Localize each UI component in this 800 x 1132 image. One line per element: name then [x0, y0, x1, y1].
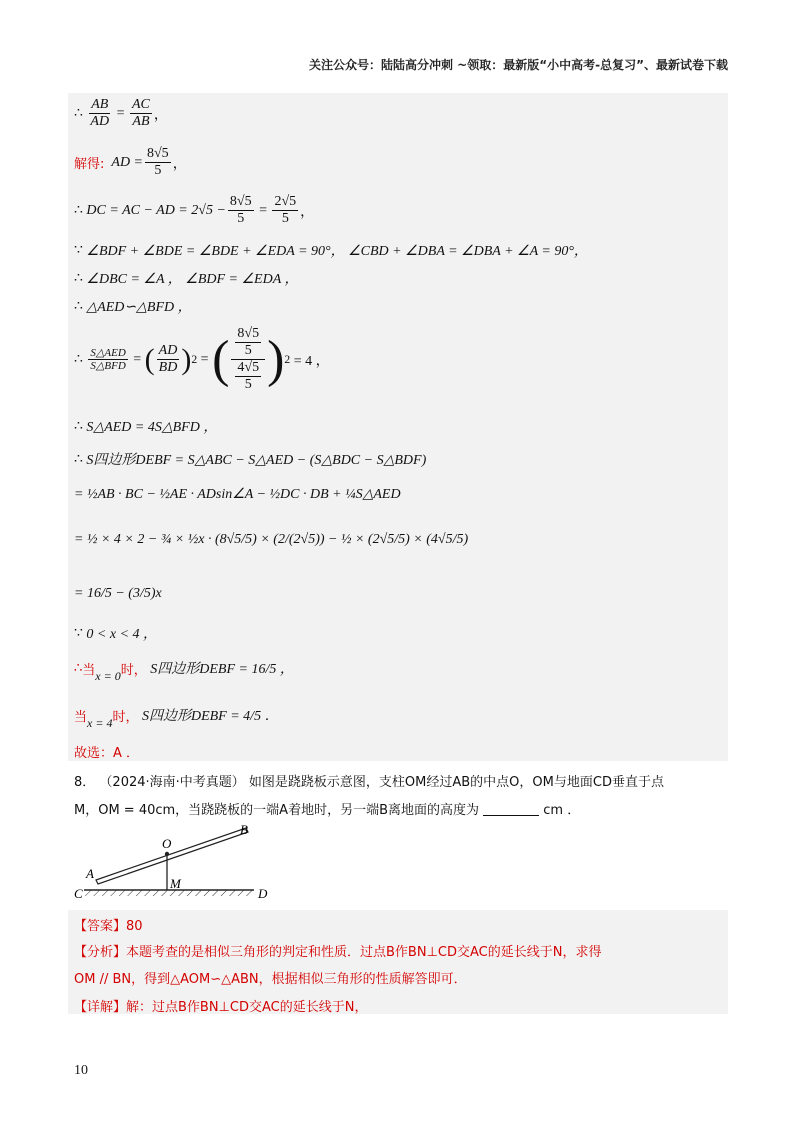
question-text-1: 如图是跷跷板示意图，支柱OM经过AB的中点O，OM与地面CD垂直于点: [248, 775, 664, 790]
solution-line-numeric: = ½ × 4 × 2 − ¾ × ½x · (8√5/5) × (2/(2√5)) − ½ × (2√5/5) × (4√5/5): [74, 532, 469, 547]
label-m: M: [170, 876, 181, 891]
solution-line-angle-eq: ∴ ∠DBC = ∠A ， ∠BDF = ∠EDA ，: [74, 270, 299, 287]
solution-choose: 故选：A ．: [74, 746, 140, 761]
solution-line-ad: 解得: AD = $\frac{8√5}{5}$ ，: [74, 146, 187, 179]
solution-line-s-aed: ∴ S△AED = 4S△BFD ，: [74, 418, 218, 435]
ground-hatch: [84, 890, 254, 896]
question-8: [74, 769, 734, 825]
solution-line-similar: ∴ △AED∽△BFD ，: [74, 298, 192, 315]
question-unit: cm ．: [543, 803, 581, 818]
solution-line-case1: ∴ 当 x = 0 时， S四边形DEBF = 16/5 ，: [74, 660, 294, 683]
question-text-2: M，OM = 40cm，当跷跷板的一端A着地时，另一端B离地面的高度为: [74, 803, 479, 818]
answer-blank: [483, 801, 539, 816]
solution-line-angles: ∵ ∠BDF + ∠BDE = ∠BDE + ∠EDA = 90°， ∠CBD + ∠DBA = ∠DBA + ∠A = 90°，: [74, 242, 588, 259]
therefore-symbol: ∴: [74, 106, 83, 122]
solution-line-range: ∵ 0 < x < 4 ，: [74, 625, 158, 642]
solution-line-ratio: ∴ $\frac{AB}{AD}$ = $\frac{AC}{AB}$ ，: [74, 97, 168, 130]
detail-line: 【详解】解：过点B作BN⊥CD交AC的延长线于N，: [74, 1000, 368, 1015]
label-a: A: [86, 866, 94, 881]
point-o: [165, 852, 169, 856]
page-number: 10: [74, 1063, 88, 1078]
answer-value: 80: [126, 919, 143, 934]
page-header: 关注公众号：陆陆高分冲刺 ~领取：最新版“小中高考-总复习”、最新试卷下载: [309, 58, 728, 72]
solution-line-case2: 当 x = 4 时， S四边形DEBF = 4/5 ．: [74, 709, 279, 730]
analysis-line-1: 【分析】本题考查的是相似三角形的判定和性质．过点B作BN⊥CD交AC的延长线于N，求得: [74, 945, 602, 960]
answer-line: 【答案】80: [74, 919, 143, 934]
label-o: O: [162, 836, 172, 851]
solution-line-expand: = ½AB · BC − ½AE · ADsin∠A − ½DC · DB + ¼S△AED: [74, 487, 401, 502]
solve-label: 解得:: [74, 157, 105, 173]
solution-line-result: = 16/5 − (3/5)x: [74, 586, 162, 601]
solution-line-dc: ∴ DC = AC − AD = 2√5 − $\frac{8√5}{5}$ = $\frac{2√5}{5}$ ，: [74, 194, 315, 227]
label-b: B: [240, 822, 248, 837]
solution-line-s-quad: ∴ S四边形DEBF = S△ABC − S△AED − (S△BDC − S△BDF): [74, 451, 427, 468]
seesaw-diagram: [74, 822, 284, 910]
solution-line-area-ratio: ∴ $\frac{\text{S△AED}}{\text{S△BFD}}$ = ( $\frac{AD}{BD}$ ) 2 = ( $\frac{\frac{8√5}{5}}{\frac{4√5}{5}}$ ) 2 = 4 ，: [74, 326, 330, 393]
question-number: 8．: [74, 775, 96, 790]
label-c: C: [74, 886, 83, 901]
label-d: D: [258, 886, 268, 901]
question-source: （2024·海南·中考真题）: [99, 775, 245, 790]
analysis-line-2: OM // BN，得到△AOM∽△ABN，根据相似三角形的性质解答即可．: [74, 972, 467, 987]
